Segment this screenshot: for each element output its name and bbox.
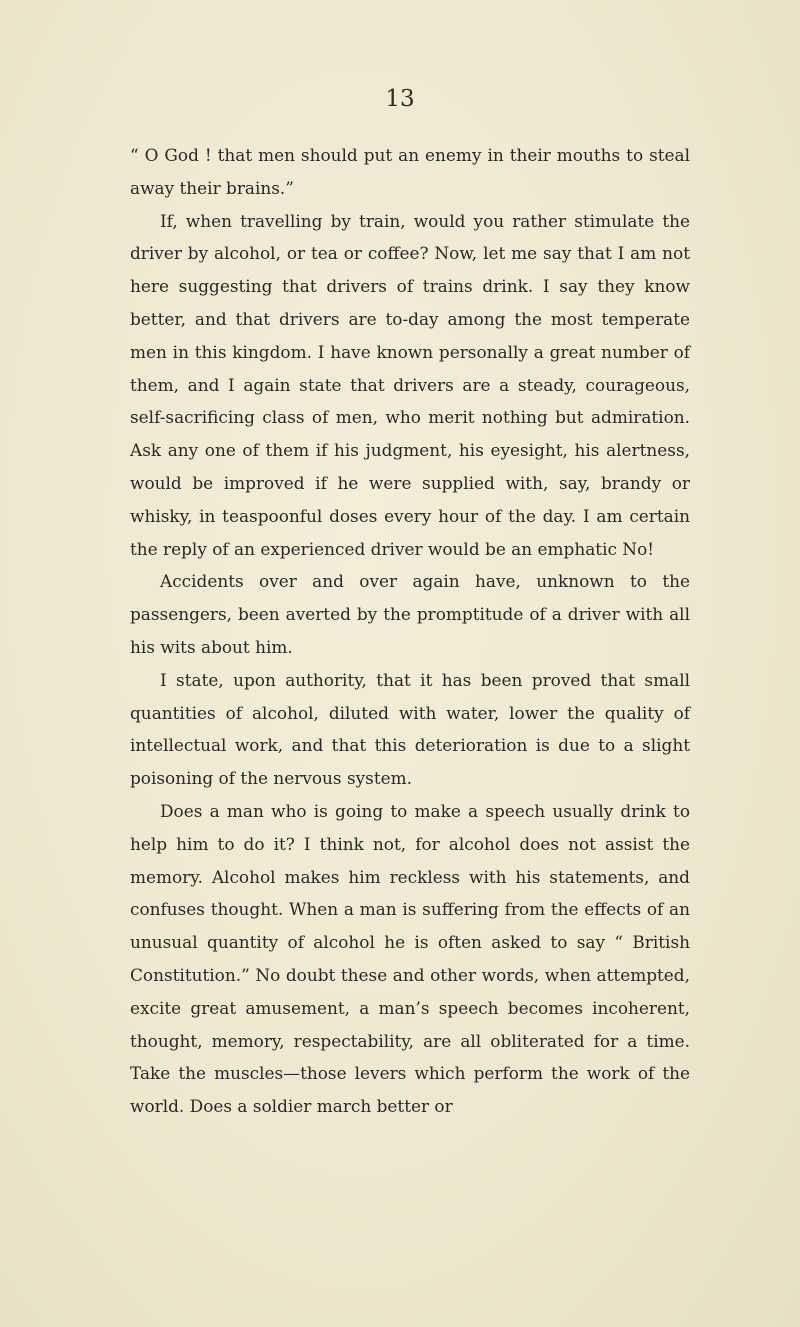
paragraph-authority: I state, upon authority, that it has been proved that small quantities of alcohol, diluted with water, lower the quality of intellectual work, and that this deterioration is due to a slight poisoning of the nervous system. — [130, 669, 690, 789]
body-text — [130, 139, 690, 1123]
paragraph-accidents: Accidents over and over again have, unknown to the passengers, been averted by the promptitude of a driver with all his wits about him. — [130, 571, 690, 657]
paragraph-speech: Does a man who is going to make a speech usually drink to help him to do it? I think not, for alcohol does not assist the memory. Alcohol makes him reckless with his statements, and confuses thought. When a man is suffering from the effects of an unusual quantity of alcohol he is often asked to say “ British Constitution.” No doubt these and other words, when attempted, excite great amusement, a man’s speech becomes incoherent, thought, memory, respectability, are all obliterated for a time. Take the muscles—those levers which perform the work of the world. Does a soldier march better or — [130, 800, 690, 1117]
paragraph-train-drivers: If, when travelling by train, would you rather stimulate the driver by alcohol, or tea or coffee? Now, let me say that I am not here suggesting that drivers of trains drink. I say they know better, and that drivers are to-day among the most temperate men in this kingdom. I have known personally a great number of them, and I again state that drivers are a steady, courageous, self-sacrificing class of men, who merit nothing but admiration. Ask any one of them if his judgment, his eyesight, his alertness, would be improved if he were supplied with, say, brandy or whisky, in teaspoonful doses every hour of the day. I am certain the reply of an experienced driver would be an emphatic No! — [130, 210, 690, 559]
paragraph-quote: “ O God ! that men should put an enemy in their mouths to steal away their brains.” — [130, 145, 690, 198]
page-number: 13 — [385, 86, 415, 112]
